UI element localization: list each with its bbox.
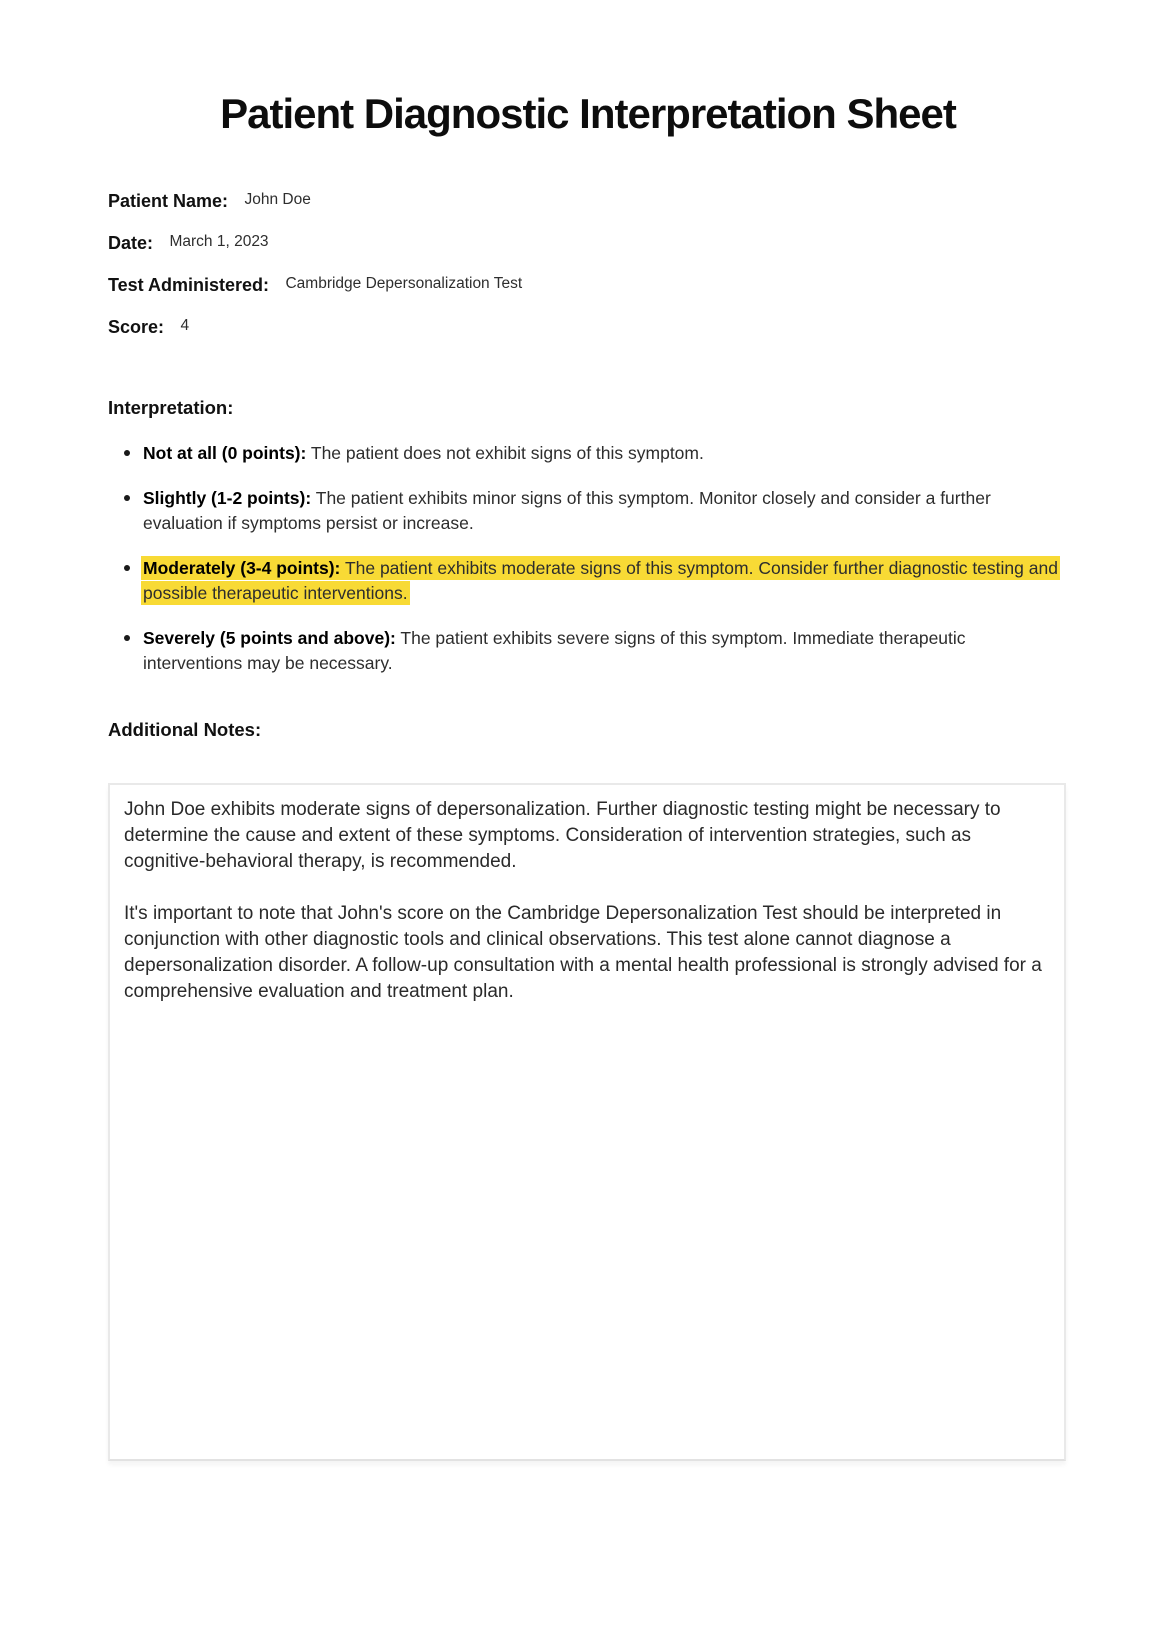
interpretation-item-text [143,488,991,533]
notes-paragraph-1: John Doe exhibits moderate signs of depersonalization. Further diagnostic testing might be necessary to determine the cause and extent of these symptoms. Consideration of intervention strategies, such as cognitive-behavioral therapy, is recommended. [124,799,1001,873]
test-administered-value[interactable]: Cambridge Depersonalization Test [285,275,523,293]
additional-notes-box[interactable] [108,783,1066,1461]
interpretation-item-severely [108,626,1013,676]
interpretation-list [108,441,1068,676]
document-page [0,90,1176,1630]
interpretation-description: The patient does not exhibit signs of this symptom. [310,443,704,464]
patient-name-label: Patient Name: [108,191,229,212]
bullet-dot-icon [124,495,130,501]
field-row-score [108,318,1068,338]
field-row-patient-name [108,192,1068,212]
additional-notes-heading: Additional Notes: [108,719,262,741]
bullet-dot-icon [124,635,130,641]
score-value[interactable]: 4 [180,317,190,335]
test-administered-label: Test Administered: [108,275,270,296]
interpretation-term: Slightly (1-2 points): [143,488,312,509]
interpretation-item-moderately [108,556,1058,606]
interpretation-term: Moderately (3-4 points): [143,558,341,579]
interpretation-term: Severely (5 points and above): [143,628,396,649]
field-row-date [108,234,1068,254]
interpretation-item-text [143,628,966,673]
interpretation-description: The patient exhibits minor signs of this symptom. Monitor closely and consider a further evaluation if symptoms persist or increase. [143,488,991,534]
field-row-test-administered [108,276,1068,296]
notes-paragraph-2: It's important to note that John's score on the Cambridge Depersonalization Test should be interpreted in conjunction with other diagnostic tools and clinical observations. This test alone cannot diagnose a depersonalization disorder. A follow-up consultation with a mental health professional is strongly advised for a comprehensive evaluation and treatment plan. [124,903,1042,1003]
document-content [108,192,1068,1461]
interpretation-heading: Interpretation: [108,397,234,419]
interpretation-term: Not at all (0 points): [143,443,307,464]
score-label: Score: [108,317,165,338]
interpretation-item-text [143,443,704,463]
page-title: Patient Diagnostic Interpretation Sheet [220,90,956,137]
date-label: Date: [108,233,154,254]
interpretation-item-slightly [108,486,1013,536]
bullet-dot-icon [124,565,130,571]
interpretation-description: The patient exhibits moderate signs of this symptom. Consider further diagnostic testing and possible therapeutic interventions. [143,558,1058,604]
bullet-dot-icon [124,450,130,456]
interpretation-item-text-highlighted [143,558,1058,603]
date-value[interactable]: March 1, 2023 [169,233,269,251]
patient-name-value[interactable]: John Doe [244,191,311,209]
interpretation-description: The patient exhibits severe signs of this symptom. Immediate therapeutic interventions may be necessary. [143,628,966,674]
interpretation-item-not-at-all [108,441,1013,466]
patient-info-section [108,192,1068,338]
